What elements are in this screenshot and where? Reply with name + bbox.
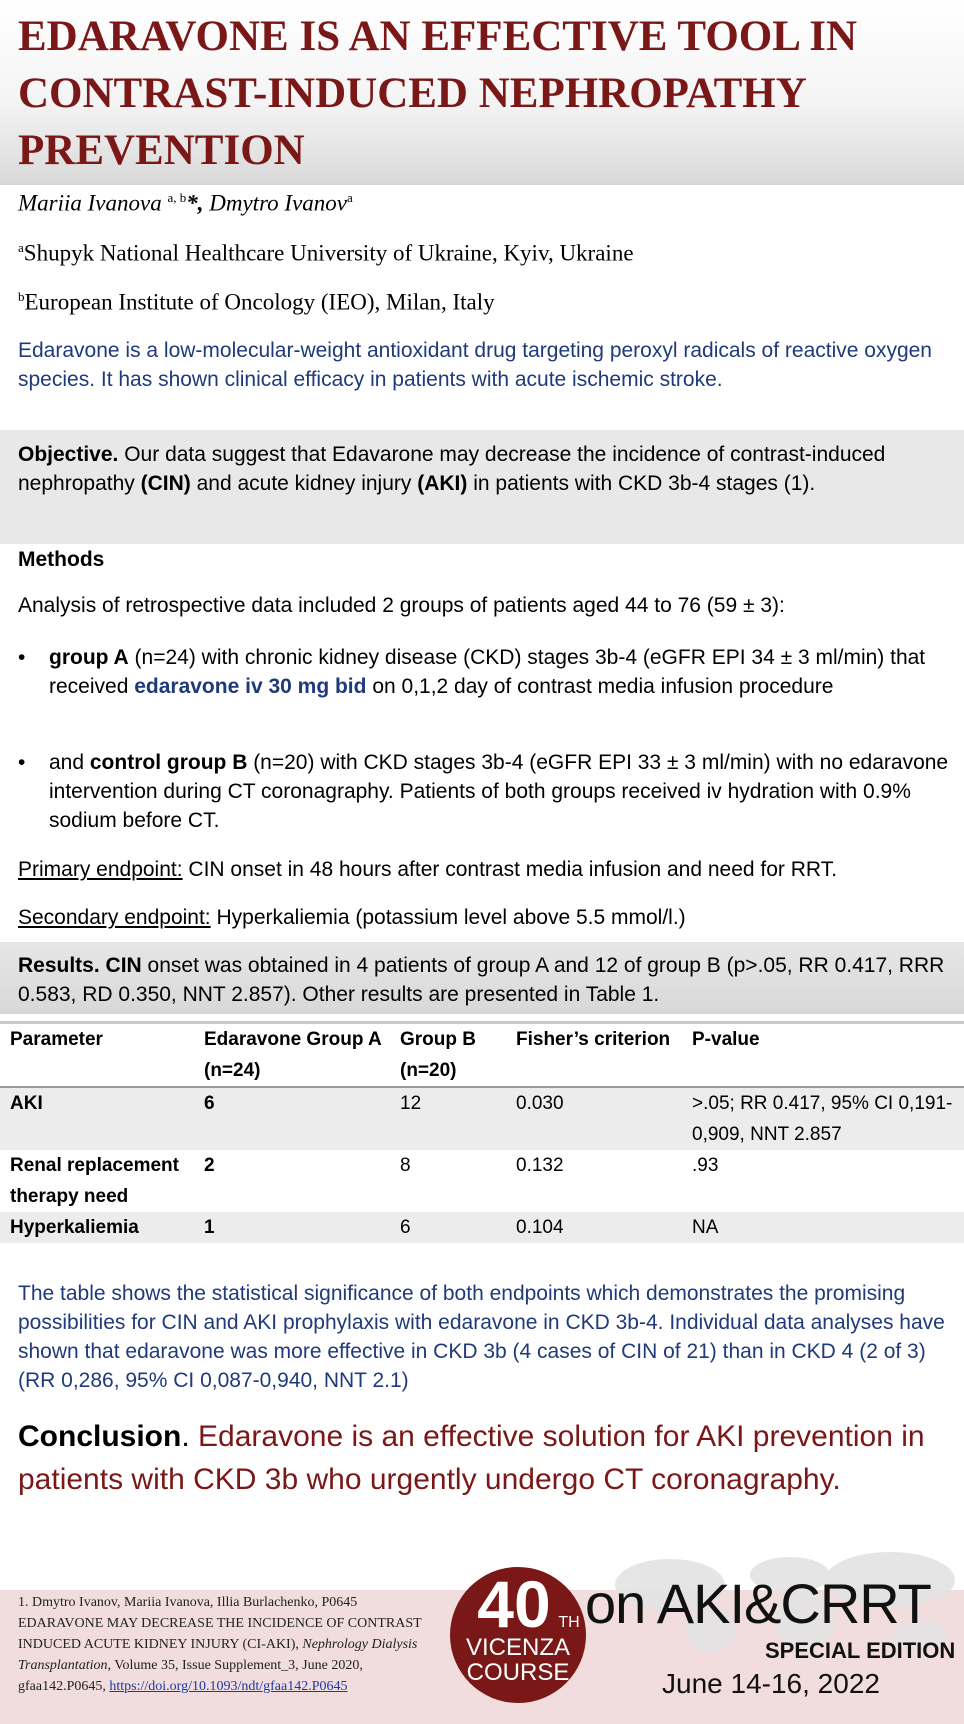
authors [18,190,353,217]
table-cell: 6 [400,1217,411,1238]
table-header: P-value [692,1029,760,1050]
table-header: Group B (n=20) [400,1029,476,1081]
secondary-endpoint-label: Secondary endpoint: [18,906,211,929]
table-row [0,1087,964,1150]
primary-endpoint-text: CIN onset in 48 hours after contrast media infusion and need for RRT. [182,858,838,881]
methods-heading: Methods [18,548,105,571]
conclusion-text: Edaravone is an effective solution for AKI prevention in patients with CKD 3b who urgently undergo CT coronagraphy. [18,1420,925,1496]
table-cell: Renal replacement therapy need [10,1155,179,1207]
reference-text-2: , Volume 35, Issue Supplement_3, June 2020, gfaa142.P0645, [18,1658,363,1694]
affiliation-a-sup: a [18,240,24,255]
corresponding-mark: *, [186,190,204,216]
objective-label: Objective. [18,443,119,466]
affiliation-b [18,289,495,316]
logo-vicenza: VICENZA [465,1634,571,1661]
bullet-dot: • [18,751,26,774]
bullet-group-b [18,748,953,838]
bullet-group-a [18,643,953,733]
results-table [0,1021,964,1243]
table-header: Edaravone Group A (n=24) [204,1029,382,1081]
table-cell: 2 [204,1155,215,1176]
group-a-text-1: (n=24) with chronic kidney disease (CKD) stages 3b-4 (eGFR EPI 34 ± 3 ml/min) that received [49,646,926,698]
event-edition: SPECIAL EDITION [765,1638,956,1663]
table-cell: >.05; RR 0.417, 95% CI 0,191-0,909, NNT 2.857 [692,1093,953,1145]
group-a-text-2: on 0,1,2 day of contrast media infusion procedure [366,675,834,698]
reference-doi-link[interactable]: https://doi.org/10.1093/ndt/gfaa142.P0645 [109,1679,348,1694]
table-cell: 12 [400,1093,422,1114]
objective-section [0,430,964,544]
table-row [0,1212,964,1243]
group-b-label: control group B [89,751,248,774]
table-cell: 6 [204,1093,215,1114]
group-a-dose: edaravone iv 30 mg bid [134,675,367,698]
secondary-endpoint-text: Hyperkaliemia (potassium level above 5.5 mmol/l.) [210,906,686,929]
bullet-group-a-text [49,643,954,701]
affiliation-a-text: Shupyk National Healthcare University of Ukraine, Kyiv, Ukraine [23,240,634,266]
results-text: onset was obtained in 4 patients of group A and 12 of group B (p>.05, RR 0.417, RRR 0.583, RD 0.350, NNT 2.857). Other results are presented in Table 1. [18,954,945,1006]
group-b-text-0: and [49,751,90,774]
table-cell: 0.104 [516,1217,564,1238]
primary-endpoint-label: Primary endpoint: [18,858,183,881]
secondary-endpoint [18,906,686,930]
author-1: Mariia Ivanova [18,190,162,216]
author-2-affiliation: a [347,190,353,205]
author-2: Dmytro Ivanov [209,190,347,216]
bullet-dot: • [18,646,26,669]
table-cell: .93 [692,1155,719,1176]
event-dates: June 14-16, 2022 [662,1668,880,1699]
table-cell: 0.132 [516,1155,564,1176]
intro-paragraph: Edaravone is a low-molecular-weight antioxidant drug targeting peroxyl radicals of reactive oxygen species. It has shown clinical efficacy in patients with acute ischemic stroke. [18,339,932,391]
results-label: Results. [18,954,100,977]
logo-number: 40 [477,1567,551,1641]
table-cell: AKI [10,1093,43,1114]
author-1-affiliation: a, b [167,190,187,205]
table-cell: 1 [204,1217,215,1238]
objective-text-2: and acute kidney injury [190,472,418,495]
affiliation-b-sup: b [18,289,25,304]
objective-text-1: Our data suggest that Edavarone may decrease the incidence of contrast-induced nephropathy [18,443,886,495]
table-header: Parameter [10,1029,103,1050]
affiliation-b-text: European Institute of Oncology (IEO), Milan, Italy [24,289,495,315]
conclusion-label: Conclusion [18,1420,182,1453]
results-paragraph [18,951,953,1009]
table-cell: 8 [400,1155,411,1176]
objective-cin: (CIN) [140,472,191,495]
objective-paragraph [18,440,953,498]
table-cell: Hyperkaliemia [10,1217,139,1238]
results-section [0,942,964,1014]
reference-text-1: 1. Dmytro Ivanov, Mariia Ivanova, Illia Burlachenko, P0645 EDARAVONE MAY DECREASE THE INCIDENCE OF CONTRAST INDUCED ACUTE KIDNEY INJURY (CI-AKI), [18,1595,422,1652]
group-a-label: group A [49,646,129,669]
conclusion [18,1415,953,1501]
reference-journal: Nephrology Dialysis Transplantation [18,1637,418,1673]
table-cell: NA [692,1217,719,1238]
vicenza-course-logo [448,1565,588,1705]
logo-th: TH [558,1614,580,1631]
objective-aki: (AKI) [417,472,468,495]
results-cin: CIN [99,954,142,977]
methods-analysis: Analysis of retrospective data included 2 groups of patients aged 44 to 76 (59 ± 3): [18,594,785,617]
logo-course: COURSE [466,1659,570,1686]
group-b-text-1: (n=20) with CKD stages 3b-4 (eGFR EPI 33 ± 3 ml/min) with no edaravone intervention during CT coronagraphy. Patients of both groups received iv hydration with 0.9% sodium before CT. [49,751,949,832]
table-summary: The table shows the statistical significance of both endpoints which demonstrates the promising possibilities for CIN and AKI prophylaxis with edaravone in CKD 3b-4. Individual data analyses have shown that edaravone was more effective in CKD 3b (4 cases of CIN of 21) than in CKD 4 (2 of 3) (RR 0,286, 95% CI 0,087-0,940, NNT 2.1) [18,1282,945,1392]
reference [18,1592,438,1697]
primary-endpoint [18,858,837,882]
table-header: Fisher’s criterion [516,1029,671,1050]
bullet-group-b-text [49,748,954,835]
poster-title: EDARAVONE IS AN EFFECTIVE TOOL IN CONTRAST-INDUCED NEPHROPATHY PREVENTION [18,13,858,174]
table-header-row [0,1023,964,1088]
table-cell: 0.030 [516,1093,564,1114]
table-row [0,1150,964,1212]
objective-text-3: in patients with CKD 3b-4 stages (1). [467,472,816,495]
conclusion-period: . [181,1420,190,1453]
event-name: on AKI&CRRT [585,1572,931,1635]
affiliation-a [18,240,634,267]
